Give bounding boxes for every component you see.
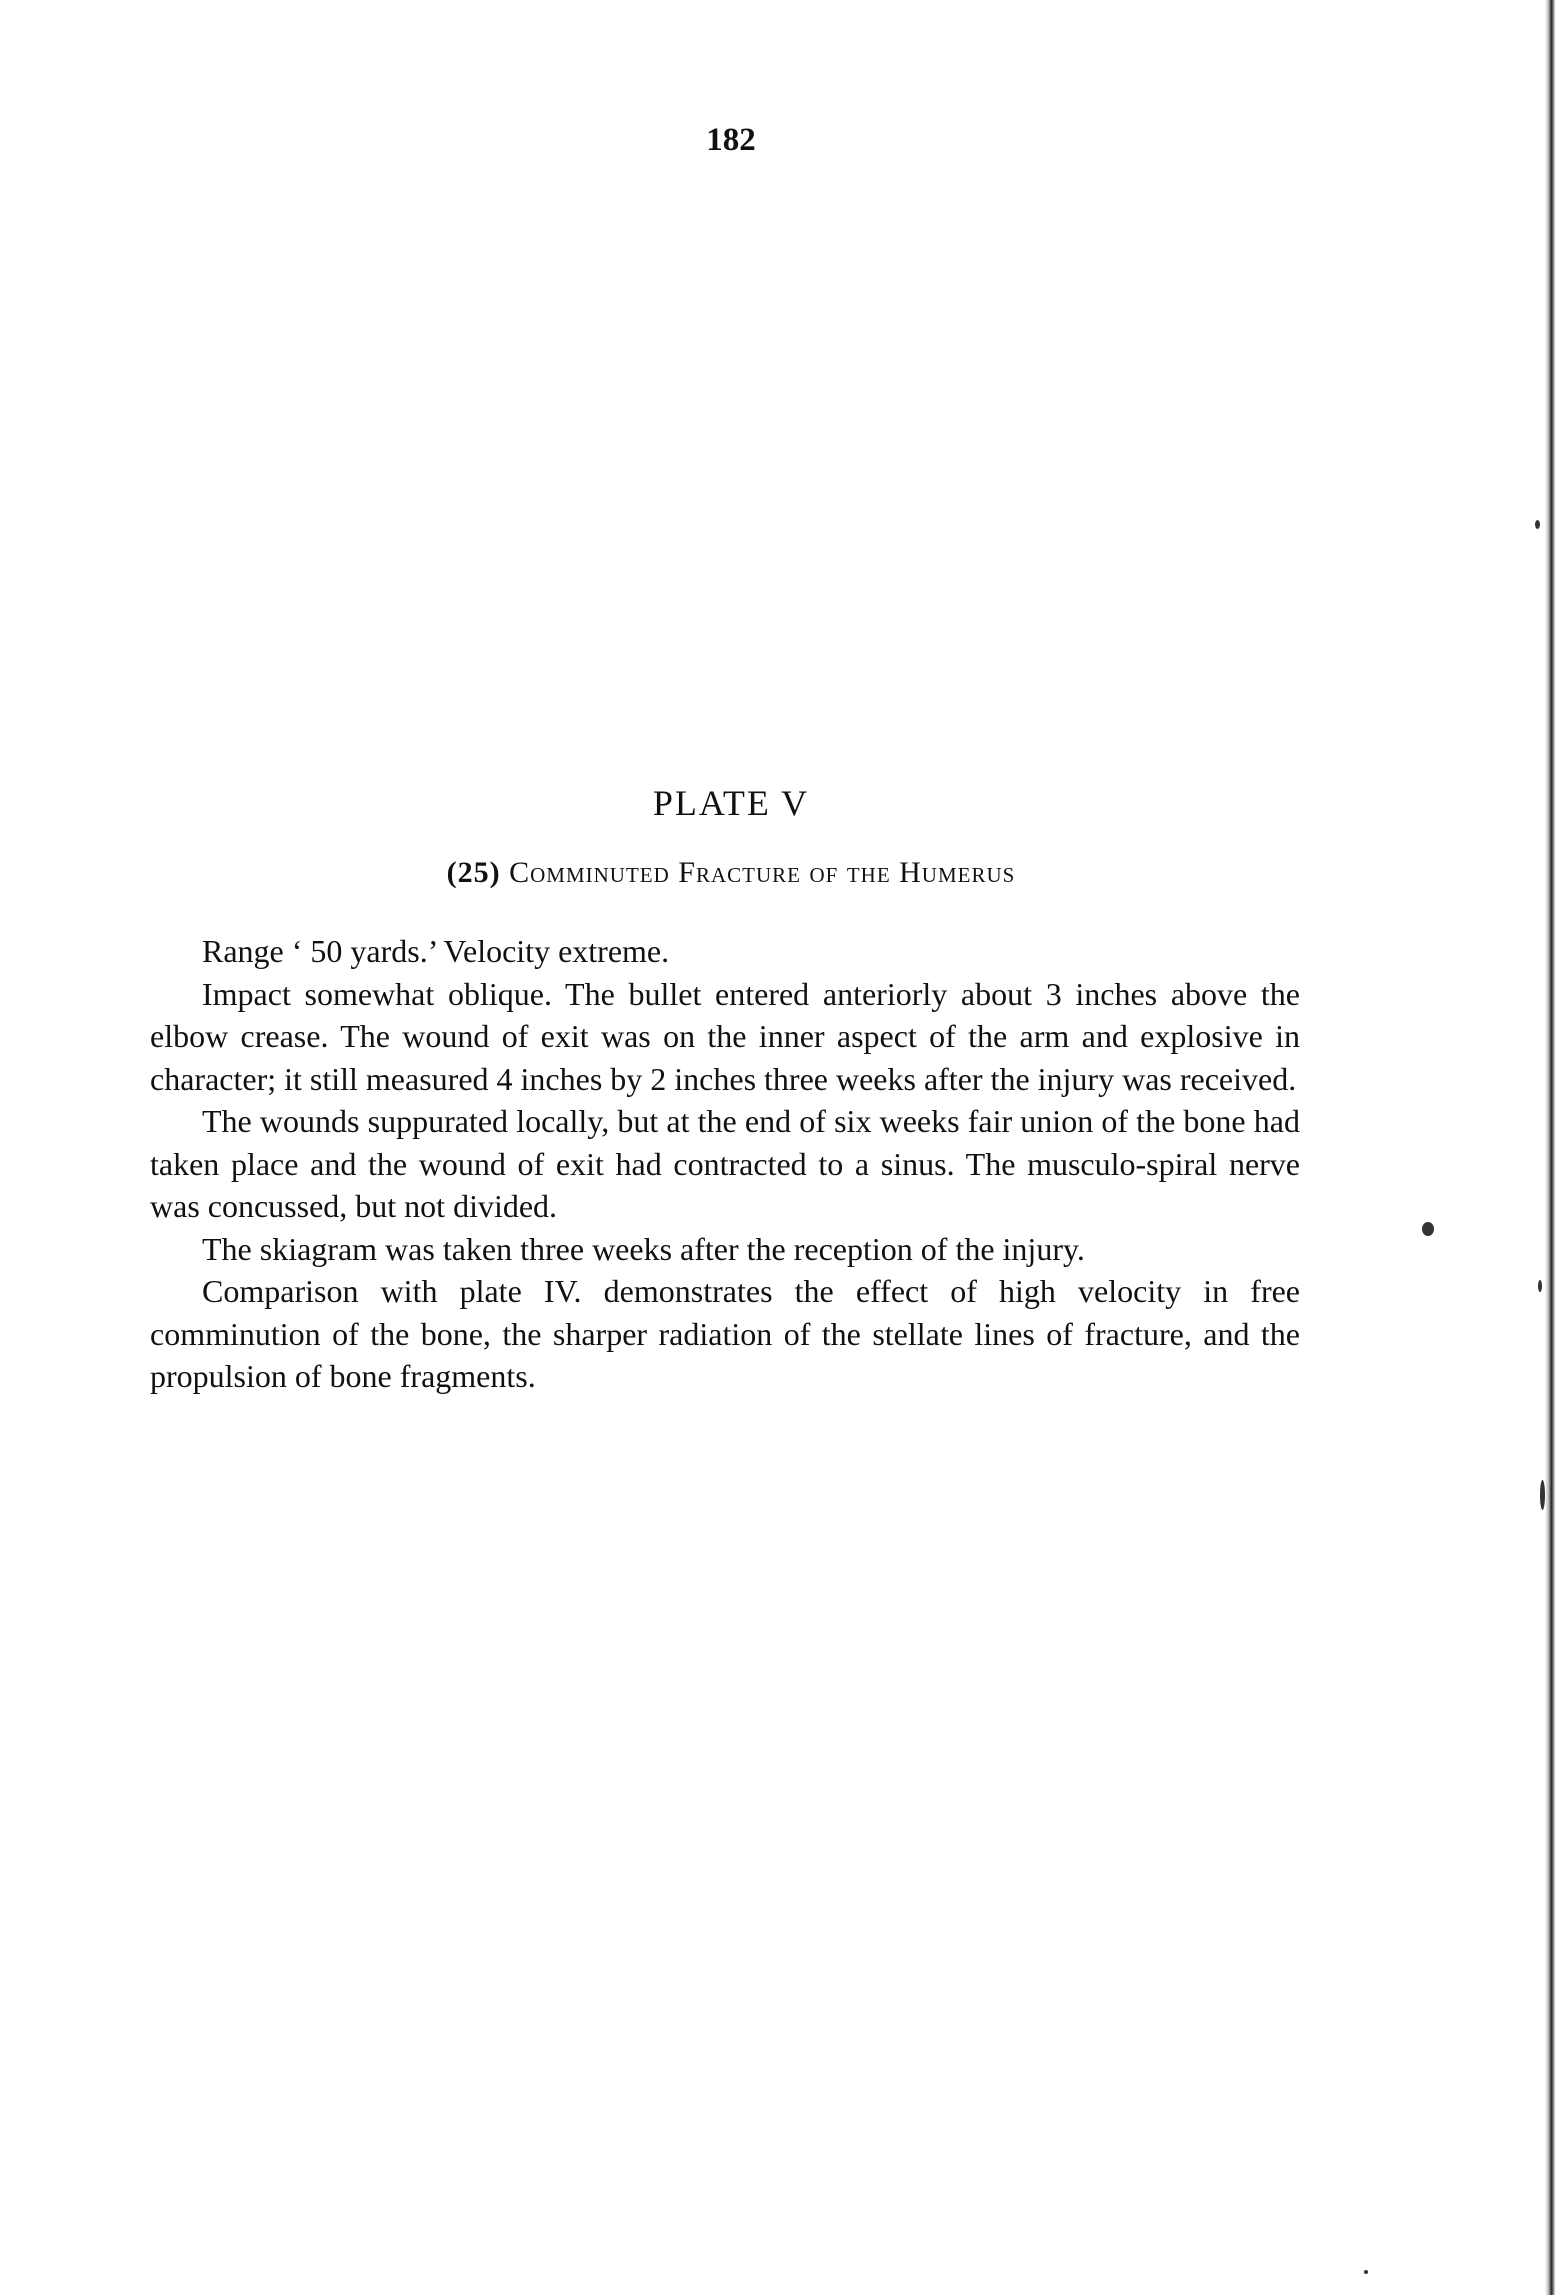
scan-speck: [1364, 2270, 1368, 2274]
subtitle-text: Comminuted Fracture of the Humerus: [509, 856, 1016, 889]
plate-subtitle: [0, 856, 1462, 890]
scan-speck: [1535, 520, 1540, 529]
paragraph-wounds: The wounds suppurated locally, but at the end of six weeks fair union of the bone had taken place and the wound of exit had contracted to a sinus. The musculo-spiral nerve was concussed, but not divided.: [150, 1103, 1300, 1224]
plate-title: PLATE V: [652, 783, 810, 823]
case-number: (25): [446, 856, 501, 889]
binding-edge: [1545, 0, 1555, 2295]
body-text: [150, 930, 1300, 1398]
scan-speck: [1422, 1222, 1434, 1236]
scan-speck: [1538, 1280, 1542, 1292]
scan-speck: [1540, 1480, 1545, 1510]
paragraph-comparison: Comparison with plate IV. demonstrates the effect of high velocity in free comminution of the bone, the sharper radiation of the stellate lines of fracture, and the propulsion of bone fragments.: [150, 1273, 1300, 1394]
page-number: 182: [706, 122, 756, 158]
paragraph-skiagram: The skiagram was taken three weeks after the reception of the injury.: [202, 1230, 1085, 1267]
paragraph-range: Range ‘ 50 yards.’ Velocity extreme.: [202, 933, 670, 969]
paragraph-impact: Impact somewhat oblique. The bullet entered anteriorly about 3 inches above the elbow crease. The wound of exit was on the inner aspect of the arm and explosive in character; it still measured 4 inches by 2 inches three weeks after the injury was received.: [150, 975, 1300, 1097]
